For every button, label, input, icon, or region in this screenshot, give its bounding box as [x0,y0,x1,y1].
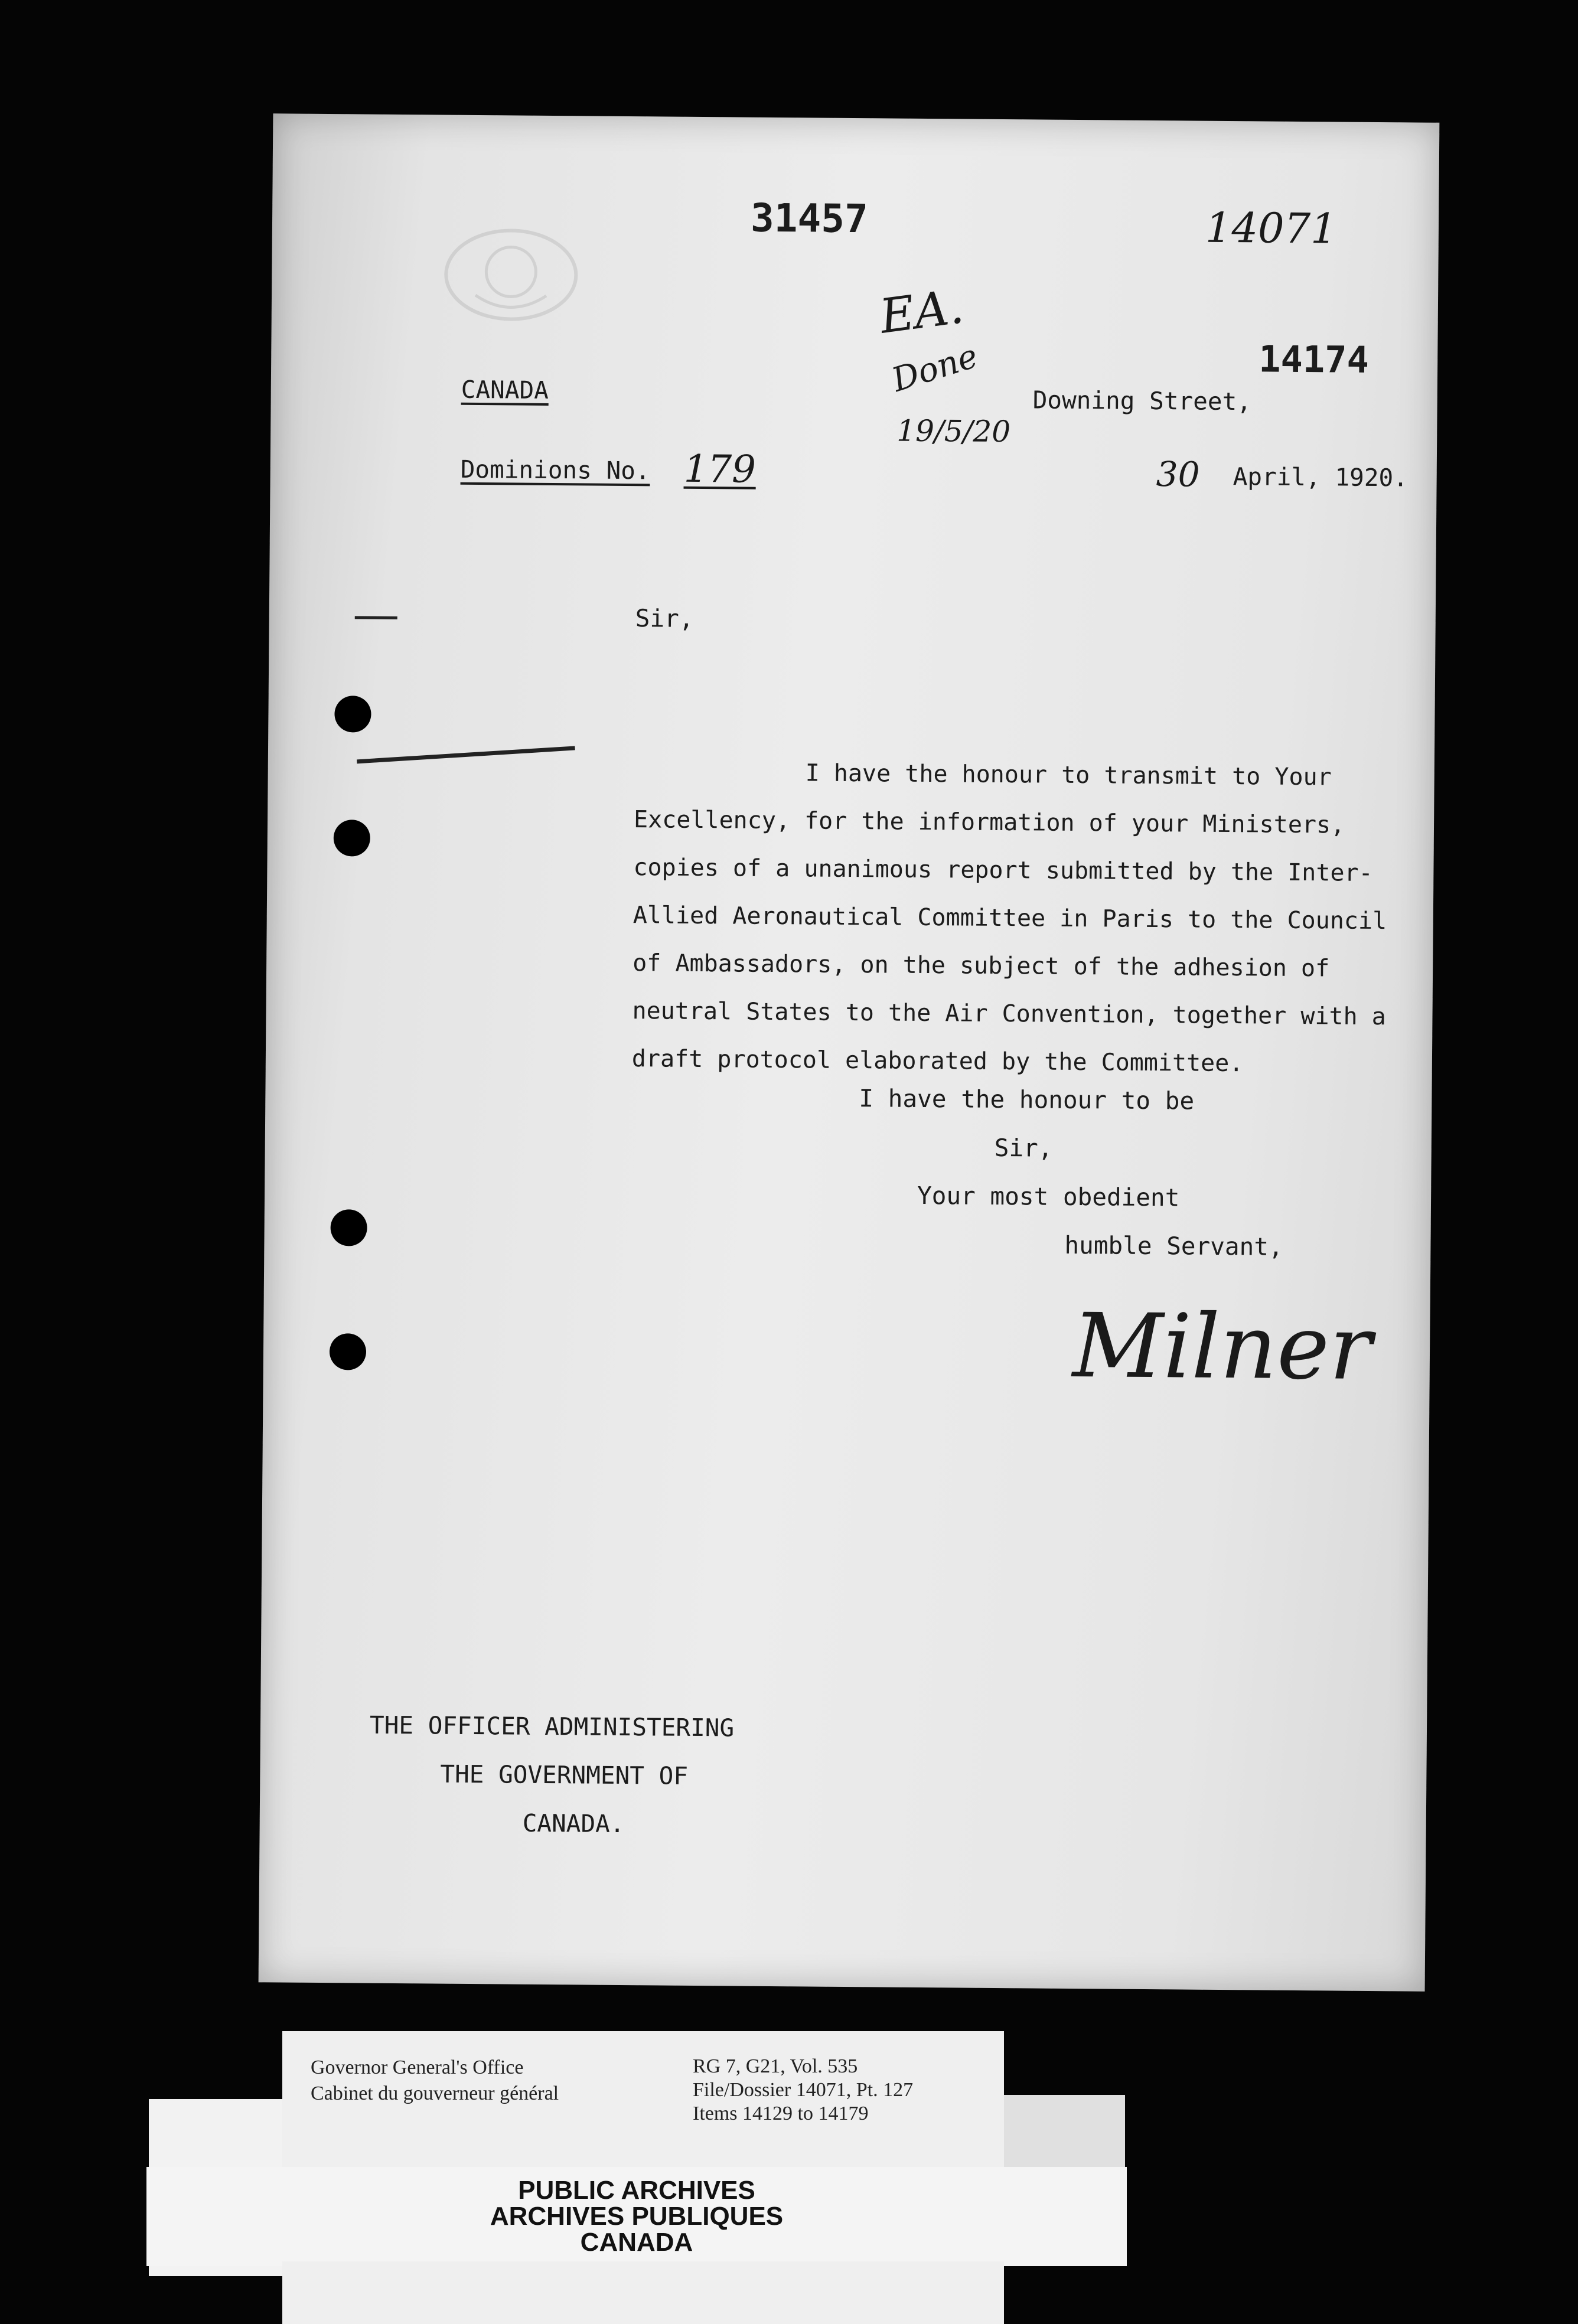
punch-hole [334,696,371,732]
items-range-ref: Items 14129 to 14179 [693,2103,869,2124]
archive-name-english: PUBLIC ARCHIVES [518,2176,755,2205]
addressee-line: THE OFFICER ADMINISTERING [369,1711,735,1742]
body-line: draft protocol elaborated by the Committee. [631,1045,1244,1078]
item-number: 14174 [1258,337,1370,381]
heading-country: CANADA [461,375,549,404]
closing-line: I have the honour to be [859,1084,1195,1115]
body-line: of Ambassadors, on the subject of the adhesion of [632,949,1330,983]
letter-page [259,113,1440,1991]
annotation-done: Done [887,337,983,400]
file-dossier-ref: File/Dossier 14071, Pt. 127 [693,2079,914,2101]
dominions-label: Dominions No. [460,455,650,485]
public-archives-label [146,2167,1127,2266]
dominions-number: 179 [683,447,757,492]
label-slip-bottom [282,2261,1004,2324]
annotation-date: 19/5/20 [896,413,1011,449]
archive-name-french: ARCHIVES PUBLIQUES [490,2202,784,2231]
crest-emblem [440,224,582,326]
closing-line: Your most obedient [917,1181,1180,1212]
punch-hole [334,820,370,856]
letter-body [632,748,1414,1089]
addressee-line: CANADA. [522,1809,625,1839]
file-number-handwritten: 14071 [1205,203,1337,253]
office-name-french: Cabinet du gouverneur général [311,2083,559,2104]
punch-hole [330,1333,366,1370]
margin-line [357,746,575,763]
margin-dash [355,616,397,619]
signature: Milner [1072,1294,1372,1400]
body-line: Allied Aeronautical Committee in Paris to the Council [632,902,1387,935]
body-line: neutral States to the Air Convention, together with a [632,997,1387,1031]
archive-reference-card [282,2031,1004,2179]
record-group-ref: RG 7, G21, Vol. 535 [693,2055,858,2077]
closing-line: humble Servant, [1064,1230,1283,1261]
closing-line: Sir, [994,1133,1053,1163]
file-number-stamp: 31457 [750,195,869,242]
office-name-english: Governor General's Office [311,2057,524,2078]
address: Downing Street, [1032,386,1252,416]
body-line: I have the honour to transmit to Your [805,759,1332,791]
addressee-line: THE GOVERNMENT OF [440,1760,689,1790]
body-line: Excellency, for the information of your Ministers, [633,806,1345,839]
date: April, 1920. [1233,462,1409,492]
annotation-initials: EA. [876,279,967,344]
body-line: copies of a unanimous report submitted by the Inter- [633,854,1373,887]
archive-country: CANADA [580,2228,693,2257]
date-day: 30 [1156,454,1200,495]
salutation: Sir, [635,604,694,633]
punch-hole [330,1209,367,1246]
